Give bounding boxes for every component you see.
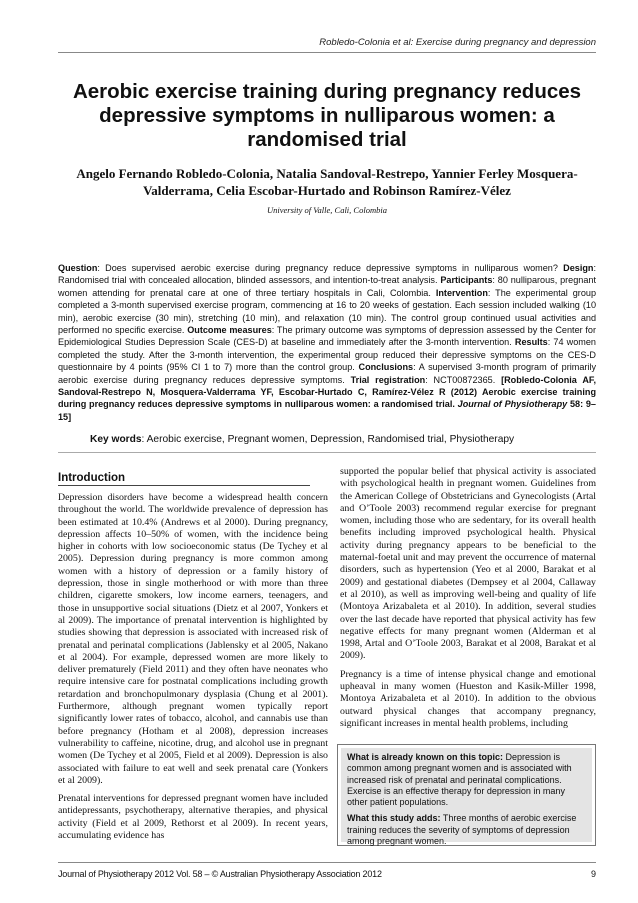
results-text: : 74 women completed the study. After the 3-month intervention, the experimental group reduced their depressive symptoms on the CES-D questionnaire by 4 points (95% CI 1 to 7) more than the control group. (58, 337, 596, 373)
paragraph: Prenatal interventions for depressed pregnant women have included antidepressants, psychotherapy, alternative therapies, and physical activity (Field et al 2009, Rethorst et al 2009). In recent years, accumulating evidence has (58, 793, 328, 842)
citation-text: [Robledo-Colonia AF, Sandoval-Restrepo N, Mosquera-Valderrama YF, Escobar-Hurtado C, Ramírez-Vélez R (2012) Aerobic exercise training during pregnancy reduces depressive symptoms in nulliparous women: a randomised trial. (58, 374, 596, 410)
conclusions-text: : A supervised 3-month program of primarily aerobic exercise during pregnancy reduces depressive symptoms. (58, 362, 596, 385)
results-label: Results (514, 337, 548, 348)
paragraph: Pregnancy is a time of intense physical change and emotional upheaval in many women (Hueston and Kasik-Miller 1998, Montoya Arizabaleta et al 2010). In addition to the obvious outward physical changes that accompany pregnancy, significant increases in mental health problems, including (340, 668, 596, 729)
design-label: Design (563, 263, 594, 273)
keywords-label: Key words (90, 434, 142, 445)
running-header: Robledo-Colonia et al: Exercise during pregnancy and depression (319, 37, 596, 48)
keywords-rule (58, 452, 596, 453)
author-list: Angelo Fernando Robledo-Colonia, Natalia Sandoval-Restrepo, Yannier Ferley Mosquera-Valderrama, Celia Escobar-Hurtado and Robinson Ramírez-Vélez (76, 166, 578, 198)
column-left (58, 492, 328, 848)
intervention-text: : The experimental group completed a 3-month supervised exercise program, commencing at 16 to 20 weeks of gestation. Each session included walking (10 min), aerobic exercise (30 min), stretching (10 min), and relaxation (10 min). The control group continued usual activities and performed no specific exercise. (58, 287, 597, 336)
paragraph: supported the popular belief that physical activity is associated with psychological health in pregnant women. Guidelines from the American College of Obstetricians and Gynecologists (Artal and O’Toole 2003) recommend regular exercise for pregnant women, including those who are sedentary, for its overall health benefits including improved psychological health. Physical activity during pregnancy appears to be beneficial to the maternal-foetal unit and may prevent the occurrence of maternal disorders, such as hypertension (Yeo et al 2000, Barakat et al 2009) and gestational diabetes (Dempsey et al 2004, Callaway et al 2010), as well as improving well-being and quality of life (Montoya Arizabaleta et al 2010). In addition, several studies over the last decade have reported that physical activity has few negative effects for many pregnant women (Alderman et al 1998, Artal and O’Toole 2003, Barakat et al 2008, Barakat et al 2009). (340, 466, 596, 662)
page-number: 9 (590, 869, 596, 879)
design-text: : Randomised trial with concealed allocation, blinded assessors, and intention-to-treat analysis. (58, 263, 596, 286)
callout-adds-text: Three months of aerobic exercise training reduces the severity of symptoms of depression among pregnant women. (347, 813, 577, 847)
callout-adds-label: What this study adds: (347, 813, 441, 824)
participants-text: : 80 nulliparous, pregnant women attending for prenatal care at one of three tertiary hospitals in Cali, Colombia. (58, 275, 596, 298)
keywords-text: : Aerobic exercise, Pregnant women, Depression, Randomised trial, Physiotherapy (141, 434, 515, 445)
footer-rule (58, 862, 596, 863)
header-rule (58, 52, 596, 53)
participants-label: Participants (440, 275, 493, 286)
paragraph: Depression disorders have become a widespread health concern throughout the world. The worldwide prevalence of depression has been estimated at 10.4% (Andrews et al 2000). During pregnancy, depression affects 10–50% of women, with the incidence being higher in cohorts with low socioeconomic status (De Tychey et al 2005). Depression during pregnancy is more common among women with a history of depression or a family history of depression, those in single motherhood or with more than three children, cigarette smokers, low income earners, teenagers, and those in unsupportive social situations (Dietz et al 2007, Yonkers et al 2009). The importance of prenatal intervention is highlighted by studies showing that depression is associated with increased risk of prenatal and perinatal complications (Jablensky et al 2005, Nakano et al 2004). For example, depressed women are more likely to deliver prematurely (Field 2011) and they often have neonates who require intensive care for postnatal complications including growth retardation and bronchopulmonary dysplasia (Chung et al 2001). Furthermore, although pregnant women typically report significantly lower rates of tobacco, alcohol, and cannabis use than before pregnancy (Hotham et al 2008), depression increases vulnerability to caffeine, nicotine, drug, and alcohol use in pregnant women (De Tychey et al 2005, Field et al 2009). Depression is also associated with failure to eat well and seek prenatal care (Yonkers et al 2009). (58, 492, 328, 786)
conclusions-label: Conclusions (358, 362, 414, 373)
outcome-label: Outcome measures (187, 325, 272, 336)
intervention-label: Intervention (435, 287, 488, 298)
article-title: Aerobic exercise training during pregnancy reduces depressive symptoms in nulliparous women: a randomised trial (72, 80, 582, 151)
keywords (90, 434, 600, 445)
footer-citation: Journal of Physiotherapy 2012 Vol. 58 – © Australian Physiotherapy Association 2012 (58, 869, 382, 879)
section-heading-introduction: Introduction (58, 472, 310, 486)
citation-ref: 58: 9–15] (58, 399, 596, 422)
affiliation: University of Valle, Cali, Colombia (267, 205, 387, 215)
callout-known-text: Depression is common among pregnant women and is associated with increased risk of prenatal and perinatal complications. Exercise is an effective therapy for depression in many other patient populations. (347, 752, 572, 808)
outcome-text: : The primary outcome was symptoms of depression assessed by the Center for Epidemiological Studies Depression Scale (CES-D) at baseline and immediately after the 3-month intervention. (58, 325, 596, 348)
trial-registration-text: : NCT00872365. (425, 374, 502, 385)
question-text: : Does supervised aerobic exercise during pregnancy reduce depressive symptoms in nulliparous women? (97, 263, 564, 273)
column-right (340, 466, 596, 736)
citation-journal: Journal of Physiotherapy (457, 399, 568, 410)
summary-callout-box (337, 744, 596, 846)
summary-callout-content (341, 748, 592, 847)
callout-known-label: What is already known on this topic: (347, 752, 504, 762)
callout-adds (347, 813, 586, 847)
abstract (58, 262, 596, 423)
question-label: Question (58, 263, 98, 273)
trial-registration-label: Trial registration (350, 374, 426, 385)
callout-known (347, 752, 586, 808)
